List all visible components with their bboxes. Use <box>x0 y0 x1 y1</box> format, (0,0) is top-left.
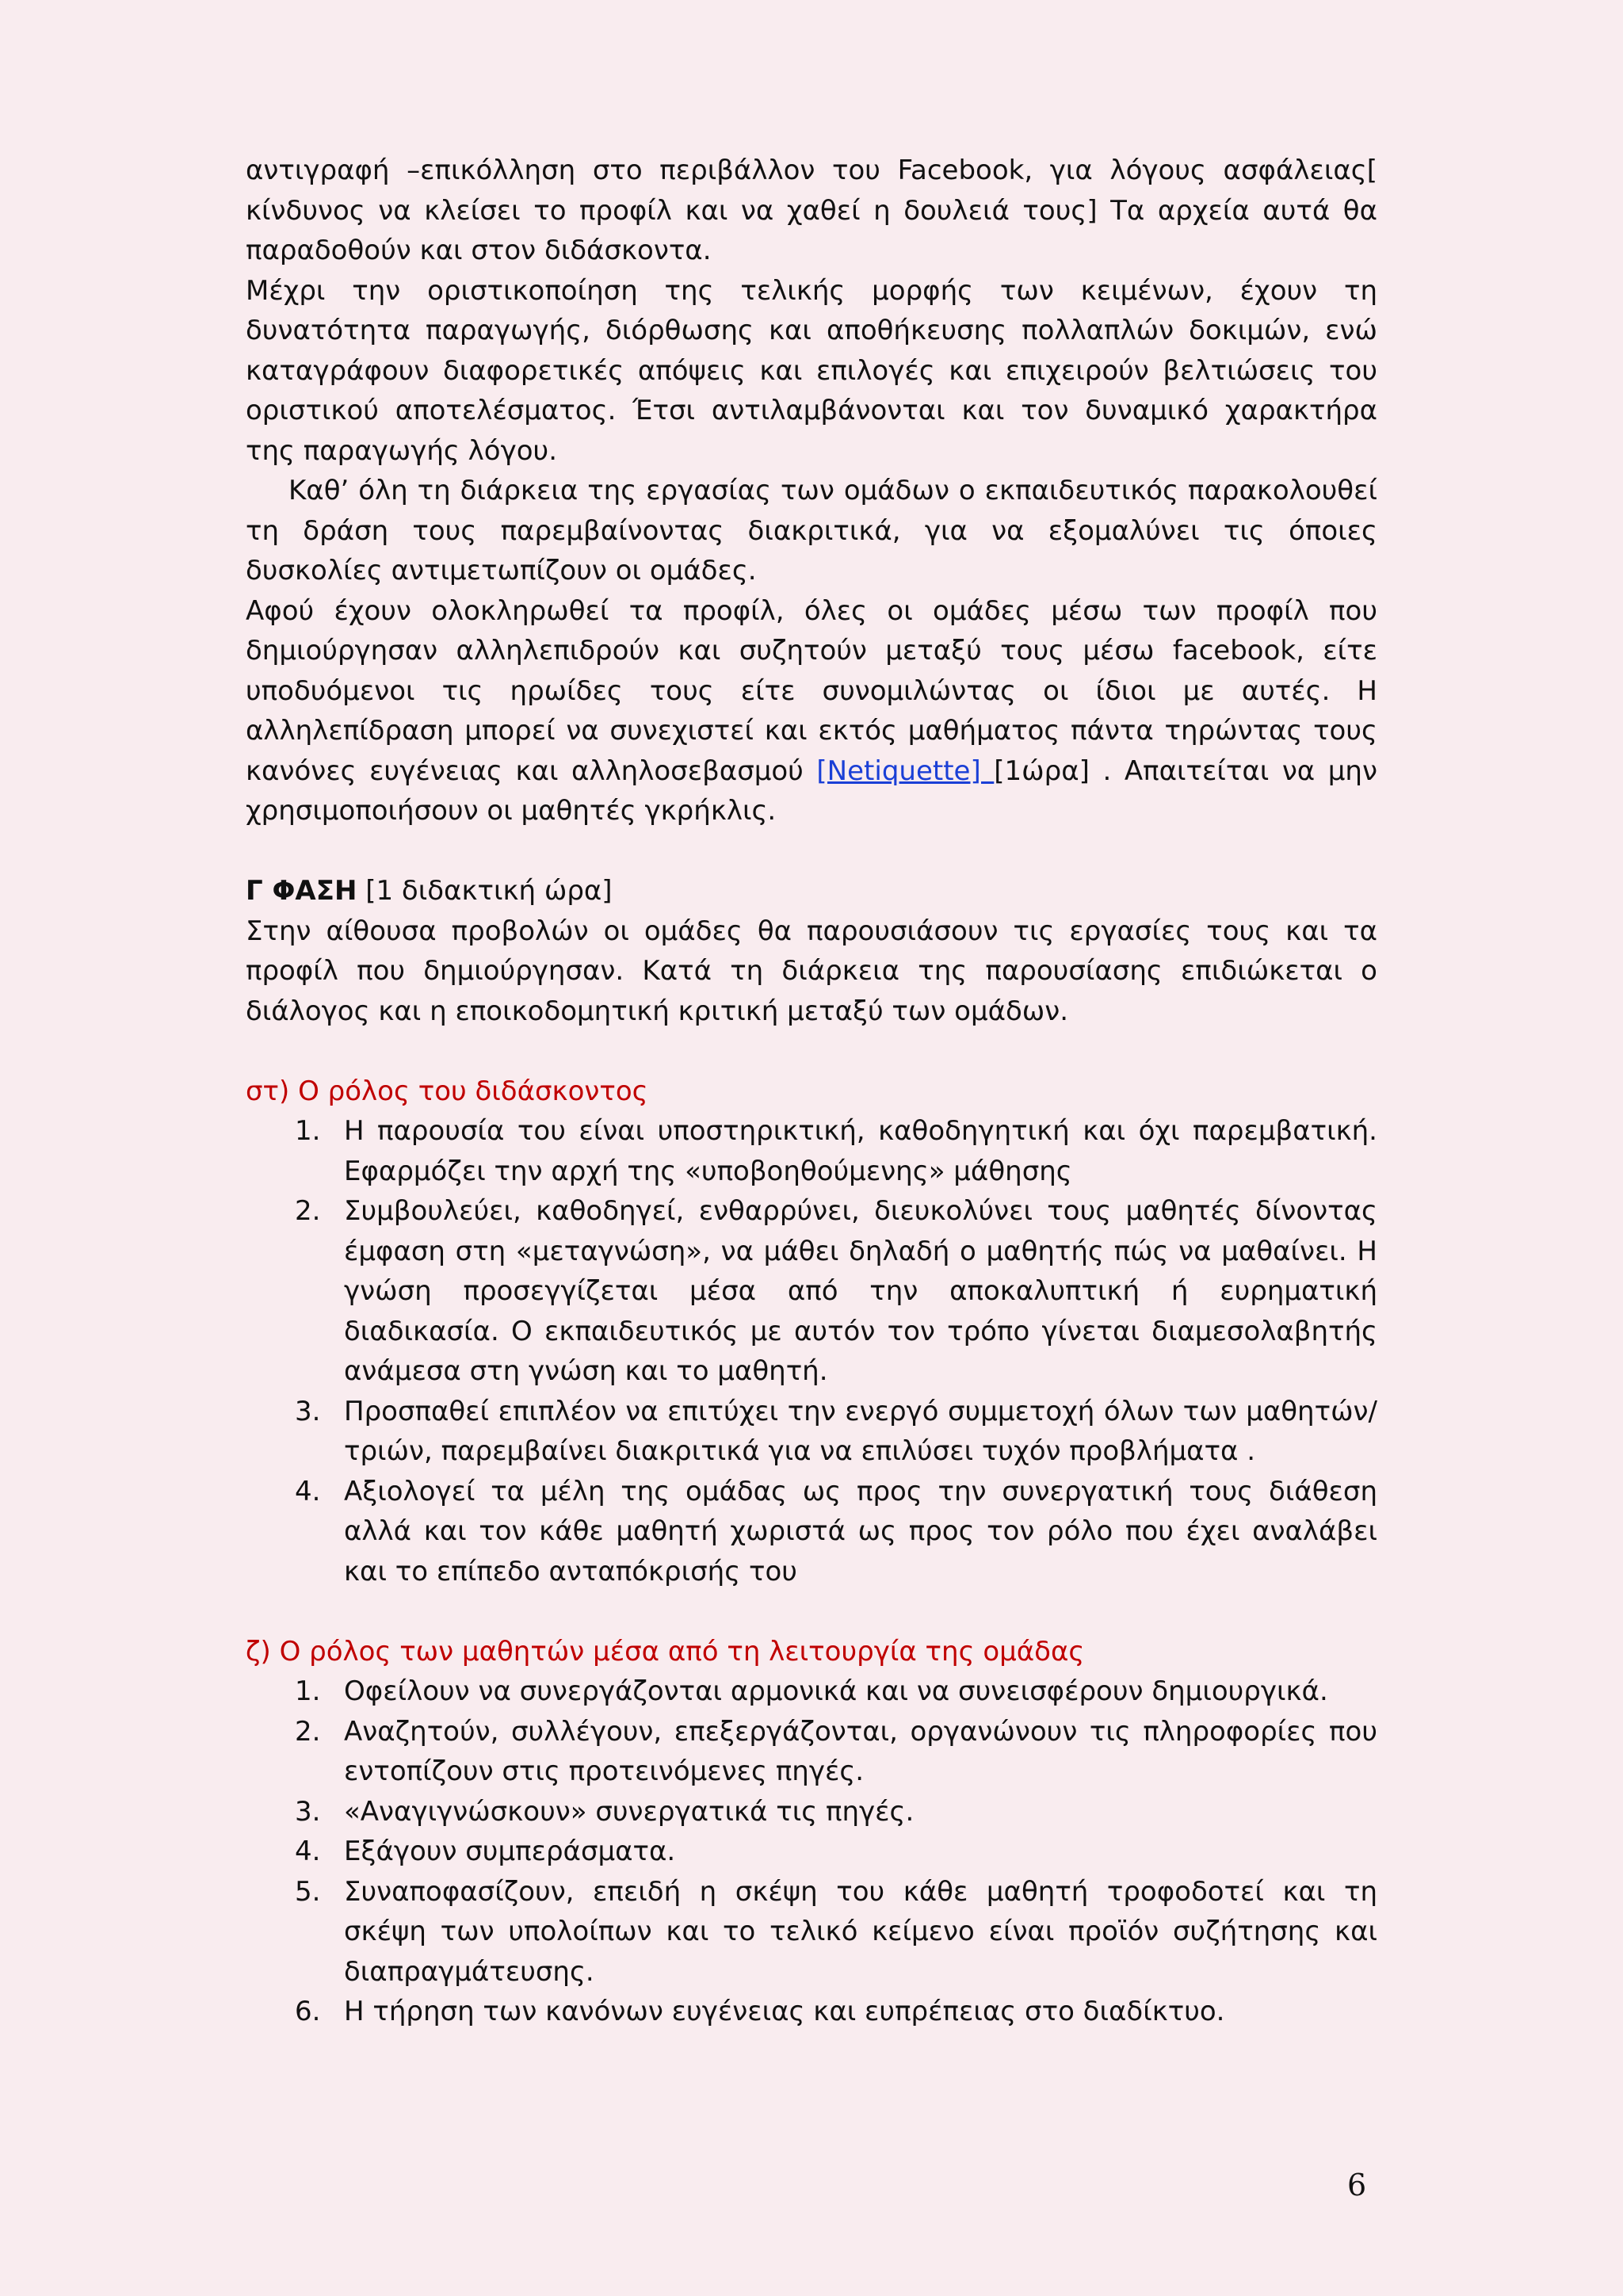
list-item <box>246 1712 1377 1792</box>
list-item-text: Συμβουλεύει, καθοδηγεί, ενθαρρύνει, διευκολύνει τους μαθητές δίνοντας έμφαση στη «μεταγνώση», να μάθει δηλαδή ο μαθητής πώς να μαθαίνει. Η γνώση προσεγγίζεται μέσα από την αποκαλυπτική ή ευρηματική διαδικασία. Ο εκπαιδευτικός με αυτόν τον τρόπο γίνεται διαμεσολαβητής ανάμεσα στη γνώση και το μαθητή. <box>344 1195 1377 1387</box>
list-item-number: 2. <box>295 1715 321 1748</box>
teacher-role-list <box>246 1111 1377 1591</box>
list-item <box>246 1191 1377 1392</box>
interaction-text-before: Αφού έχουν ολοκληρωθεί τα προφίλ, όλες οι ομάδες μέσω των προφίλ που δημιούργησαν αλληλεπιδρούν και συζητούν μεταξύ τους μέσω facebook, είτε υποδυόμενοι τις ηρωίδες τους είτε συνομιλώντας οι ίδιοι με αυτές. Η αλληλεπίδραση μπορεί να συνεχιστεί και εκτός μαθήματος πάντα τηρώντας τους κανόνες ευγένειας και αλληλοσεβασμού <box>246 594 1377 787</box>
list-item-text: Προσπαθεί επιπλέον να επιτύχει την ενεργό συμμετοχή όλων των μαθητών/ τριών, παρεμβαίνει διακριτικά για να επιλύσει τυχόν προβλήματα . <box>344 1395 1377 1467</box>
list-item-number: 2. <box>295 1195 321 1227</box>
document-body <box>246 151 1377 2032</box>
list-item <box>246 1872 1377 1992</box>
student-role-list <box>246 1671 1377 2032</box>
list-item-number: 1. <box>295 1675 321 1707</box>
list-item-number: 4. <box>295 1836 321 1867</box>
student-role-heading: ζ) Ο ρόλος των μαθητών μέσα από τη λειτουργία της ομάδας <box>246 1635 1085 1668</box>
interaction-text-after: [1ώρα] . Απαιτείται να μην χρησιμοποιήσουν οι μαθητές γκρήκλις. <box>246 755 1377 827</box>
teacher-role-heading: στ) Ο ρόλος του διδάσκοντος <box>246 1075 648 1107</box>
paragraph-finalization: Μέχρι την οριστικοποίηση της τελικής μορφής των κειμένων, έχουν τη δυνατότητα παραγωγής, διόρθωσης και αποθήκευσης πολλαπλών δοκιμών, ενώ καταγράφουν διαφορετικές απόψεις και επιλογές και επιχειρούν βελτιώσεις του οριστικού αποτελέσματος. Έτσι αντιλαμβάνονται και τον δυναμικό χαρακτήρα της παραγωγής λόγου. <box>246 274 1377 467</box>
page-number: 6 <box>1347 2168 1367 2202</box>
list-item-text: Εξάγουν συμπεράσματα. <box>344 1836 676 1867</box>
list-item-text: Αξιολογεί τα μέλη της ομάδας ως προς την συνεργατική τους διάθεση αλλά και τον κάθε μαθητή χωριστά ως προς τον ρόλο που έχει αναλάβει και το επίπεδο ανταπόκρισής του <box>344 1475 1377 1587</box>
list-item <box>246 1792 1377 1832</box>
spacer <box>246 1591 1377 1632</box>
list-item-number: 5. <box>295 1875 321 1908</box>
phase-c-duration: [1 διδακτική ώρα] <box>357 875 613 907</box>
list-item <box>246 1992 1377 2032</box>
phase-c-title: Γ ΦΑΣΗ <box>246 875 357 907</box>
list-item-text: Συναποφασίζουν, επειδή η σκέψη του κάθε μαθητή τροφοδοτεί και τη σκέψη των υπολοίπων και το τελικό κείμενο είναι προϊόν συζήτησης και διαπραγμάτευσης. <box>344 1875 1377 1988</box>
list-item-text: Η τήρηση των κανόνων ευγένειας και ευπρέπειας στο διαδίκτυο. <box>344 1996 1225 2027</box>
phase-c-text: Στην αίθουσα προβολών οι ομάδες θα παρουσιάσουν τις εργασίες τους και τα προφίλ που δημιούργησαν. Κατά τη διάρκεια της παρουσίασης επιδιώκεται ο διάλογος και η εποικοδομητική κριτική μεταξύ των ομάδων. <box>246 915 1377 1027</box>
list-item <box>246 1392 1377 1472</box>
phase-c-heading <box>246 871 1377 911</box>
list-item <box>246 1671 1377 1712</box>
list-item-number: 3. <box>295 1395 321 1427</box>
list-item-number: 1. <box>295 1115 321 1147</box>
list-item-text: Αναζητούν, συλλέγουν, επεξεργάζονται, οργανώνουν τις πληροφορίες που εντοπίζουν στις προτεινόμενες πηγές. <box>344 1715 1377 1787</box>
list-item-text: Οφείλουν να συνεργάζονται αρμονικά και να συνεισφέρουν δημιουργικά. <box>344 1675 1328 1707</box>
list-item-number: 3. <box>295 1795 321 1828</box>
paragraph-teacher-monitoring: Καθ’ όλη τη διάρκεια της εργασίας των ομάδων ο εκπαιδευτικός παρακολουθεί τη δράση τους παρεμβαίνοντας διακριτικά, για να εξομαλύνει τις όποιες δυσκολίες αντιμετωπίζουν οι ομάδες. <box>246 475 1377 586</box>
spacer <box>246 1031 1377 1072</box>
list-item <box>246 1111 1377 1191</box>
list-item-text: «Αναγιγνώσκουν» συνεργατικά τις πηγές. <box>344 1795 915 1828</box>
netiquette-link[interactable]: [Netiquette] <box>816 755 995 787</box>
list-item-number: 4. <box>295 1475 321 1507</box>
paragraph-copy-paste: αντιγραφή –επικόλληση στο περιβάλλον του Facebook, για λόγους ασφάλειας[ κίνδυνος να κλείσει το προφίλ και να χαθεί η δουλειά τους] Τα αρχεία αυτά θα παραδοθούν και στον διδάσκοντα. <box>246 155 1377 266</box>
list-item <box>246 1472 1377 1592</box>
spacer <box>246 831 1377 872</box>
list-item-number: 6. <box>295 1996 321 2027</box>
list-item <box>246 1832 1377 1872</box>
list-item-text: Η παρουσία του είναι υποστηρικτική, καθοδηγητική και όχι παρεμβατική. Εφαρμόζει την αρχή της «υποβοηθούμενης» μάθησης <box>344 1115 1377 1187</box>
paragraph-interaction <box>246 591 1377 831</box>
